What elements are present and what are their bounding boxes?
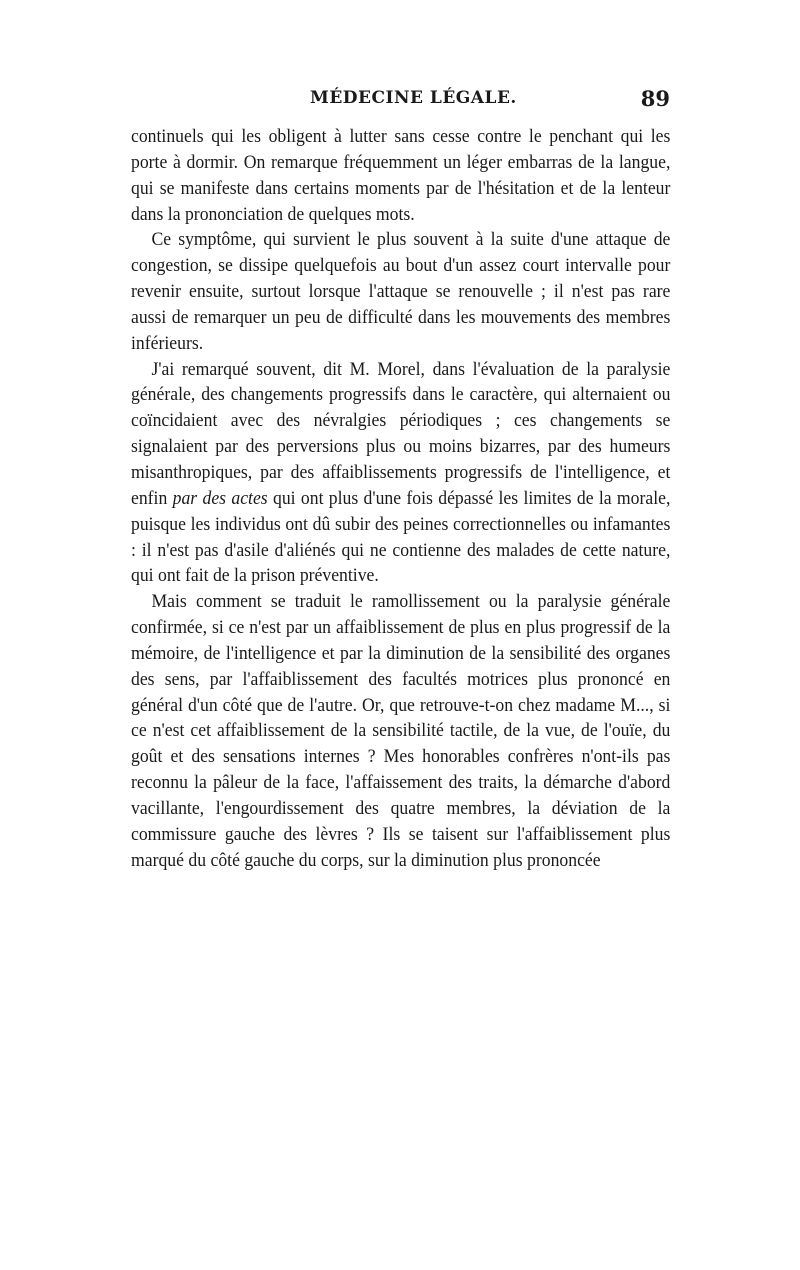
paragraph-4: Mais comment se traduit le ramollissement ou la paralysie générale confirmée, si ce n'est par un affaiblissement de plus en plus progressif de la mémoire, de l'intelligence et par la diminution de la sensibilité des organes des sens, par l'affaiblissement des facultés motrices plus prononcé en général d'un côté que de l'autre. Or, que retrouve-t-on chez madame M..., si ce n'est cet affaiblissement de la sensibilité tactile, de la vue, de l'ouïe, du goût et des sensations internes ? Mes honorables confrères n'ont-ils pas reconnu la pâleur de la face, l'affaissement des traits, la démarche d'abord vacillante, l'engourdissement des quatre membres, la déviation de la commissure gauche des lèvres ? Ils se taisent sur l'affaiblissement plus marqué du côté gauche du corps, sur la diminution plus prononcée — [131, 591, 671, 871]
page-number: 89 — [640, 86, 670, 111]
running-head — [130, 88, 670, 118]
running-title: MÉDECINE LÉGALE. — [310, 88, 517, 108]
paragraph-3-text-after: qui ont plus d'une fois dépassé les limites de la morale, puisque les individus ont dû subir des peines correctionnelles ou infamantes : il n'est pas d'asile d'aliénés qui ne contienne des malades de cette nature, qui ont fait de la prison préventive. — [131, 487, 671, 587]
paragraph-3 — [131, 357, 670, 590]
paragraph-1: continuels qui les obligent à lutter sans cesse contre le penchant qui les porte à dormir. On remarque fréquemment un léger embarras de la langue, qui se manifeste dans certains moments par de l'hésitation et de la lenteur dans la prononciation de quelques mots. — [131, 126, 671, 225]
body-text — [131, 124, 670, 873]
paragraph-3-italic: par des actes — [172, 487, 268, 509]
paragraph-3-text-before: J'ai remarqué souvent, dit M. Morel, dans l'évaluation de la paralysie générale, des changements progressifs dans le caractère, qui alternaient ou coïncidaient avec des névralgies périodiques ; ces changements se signalaient par des perversions plus ou moins bizarres, par des humeurs misanthropiques, par des affaiblissements progressifs de l'intelligence, et enfin — [131, 358, 671, 509]
paragraph-2: Ce symptôme, qui survient le plus souvent à la suite d'une attaque de congestion, se dissipe quelquefois au bout d'un assez court intervalle pour revenir ensuite, surtout lorsque l'attaque se renouvelle ; il n'est pas rare aussi de remarquer un peu de difficulté dans les mouvements des membres inférieurs. — [131, 229, 671, 354]
